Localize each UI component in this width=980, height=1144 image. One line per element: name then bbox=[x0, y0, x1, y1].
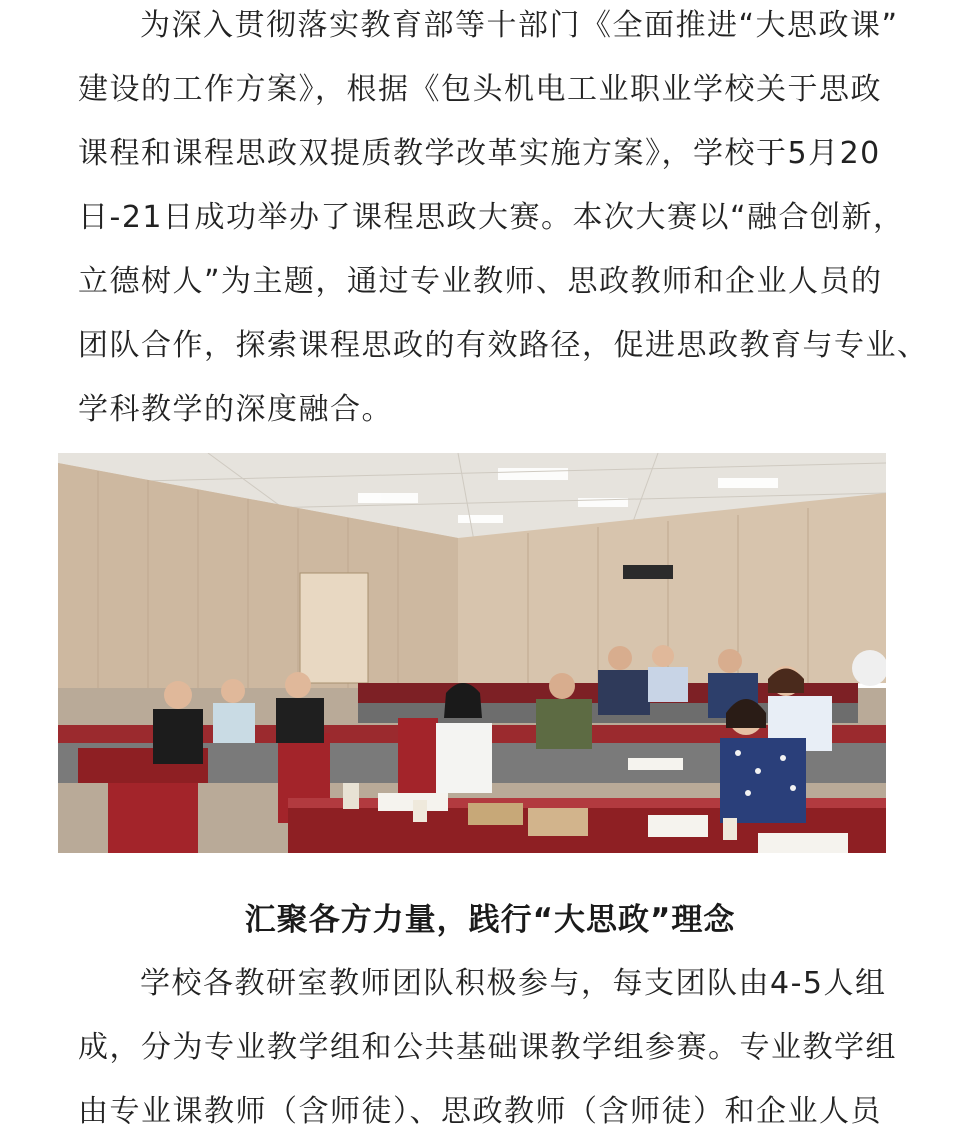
section-paragraph bbox=[78, 952, 908, 1144]
text-line: 成，分为专业教学组和公共基础课教学组参赛。专业教学组 bbox=[78, 1030, 897, 1065]
text-line: 由专业课教师（含师徒）、思政教师（含师徒）和企业人员 bbox=[78, 1094, 882, 1129]
intro-paragraph bbox=[78, 0, 929, 442]
section-heading: 汇聚各方力量，践行“大思政”理念 bbox=[244, 902, 736, 938]
text-line: 日-21日成功举办了课程思政大赛。本次大赛以“融合创新， bbox=[78, 200, 905, 235]
text-line: 为深入贯彻落实教育部等十部门《全面推进“大思政课” bbox=[140, 8, 899, 43]
text-line: 学校各教研室教师团队积极参与，每支团队由4-5人组 bbox=[140, 966, 887, 1001]
text-line: 课程和课程思政双提质教学改革实施方案》，学校于5月20 bbox=[78, 136, 881, 171]
text-line: 建设的工作方案》，根据《包头机电工业职业学校关于思政 bbox=[78, 72, 882, 107]
text-line: 学科教学的深度融合。 bbox=[78, 392, 393, 427]
competition-photo bbox=[58, 453, 886, 853]
text-line: 团队合作，探索课程思政的有效路径，促进思政教育与专业、 bbox=[78, 328, 929, 363]
text-line: 立德树人”为主题，通过专业教师、思政教师和企业人员的 bbox=[78, 264, 883, 299]
